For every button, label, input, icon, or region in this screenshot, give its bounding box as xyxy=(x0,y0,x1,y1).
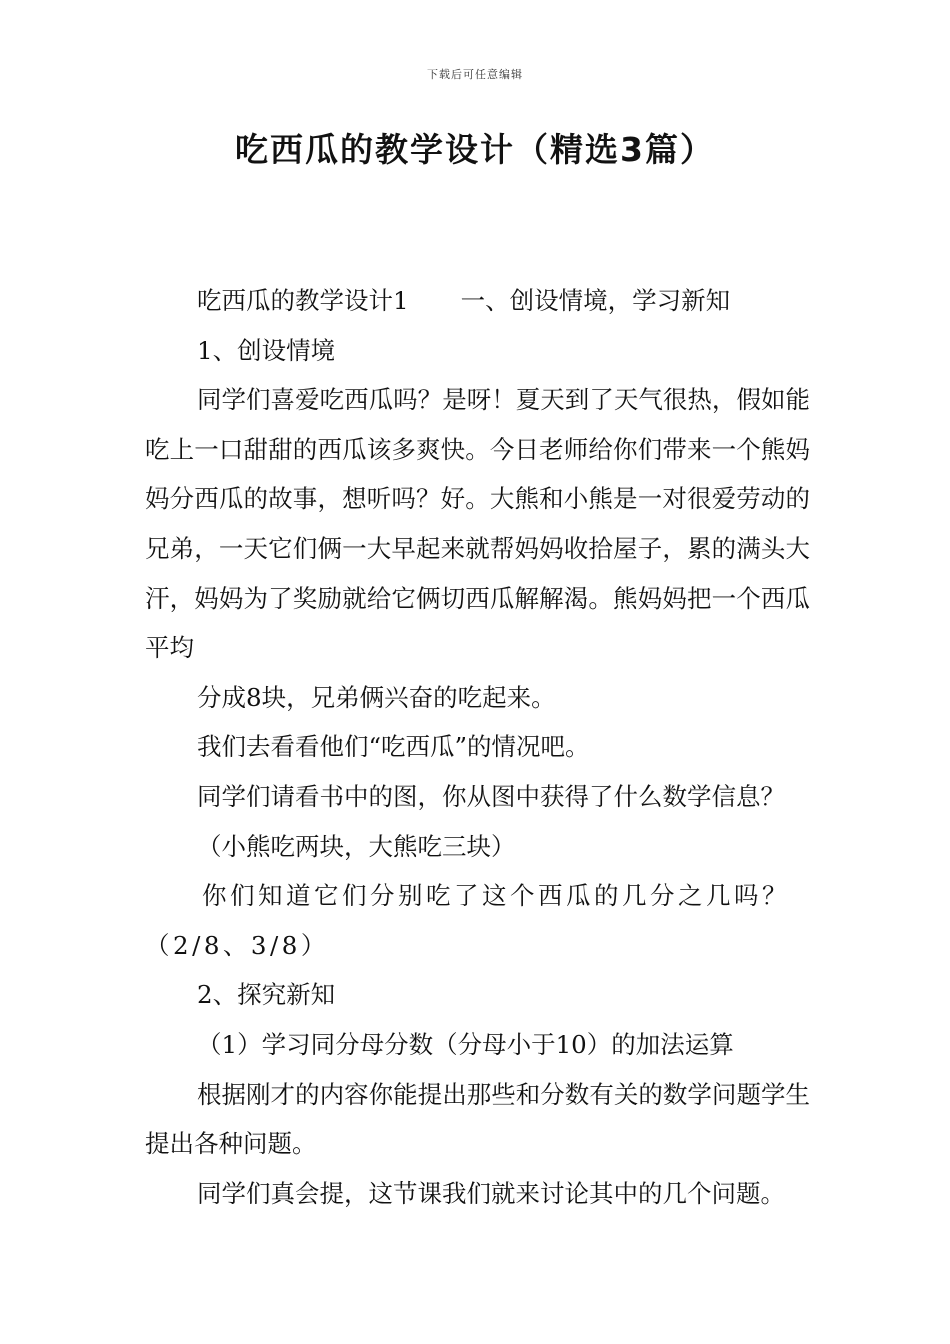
header-note: 下载后可任意编辑 xyxy=(427,68,523,81)
paragraph: 1、创设情境 xyxy=(197,335,336,365)
paragraph: 同学们喜爱吃西瓜吗？是呀！夏天到了天气很热，假如能吃上一口甜甜的西瓜该多爽快。今日老师给你们带来一个熊妈妈分西瓜的故事，想听吗？好。大熊和小熊是一对很爱劳动的兄弟，一天它们俩一大早起来就帮妈妈收拾屋子，累的满头大汗，妈妈为了奖励就给它俩切西瓜解解渴。熊妈妈把一个西瓜平均 xyxy=(145,385,810,663)
paragraph: （小熊吃两块，大熊吃三块） xyxy=(197,831,516,861)
paragraph: 你们知道它们分别吃了这个西瓜的几分之几吗？（2/8、3/8） xyxy=(145,881,790,960)
document-body xyxy=(145,276,810,1218)
subsection-title: 一、创设情境，学习新知 xyxy=(460,286,731,315)
paragraph: 根据刚才的内容你能提出那些和分数有关的数学问题学生提出各种问题。 xyxy=(145,1079,810,1159)
paragraph: 同学们真会提，这节课我们就来讨论其中的几个问题。 xyxy=(197,1178,785,1208)
paragraph: 2、探究新知 xyxy=(197,980,336,1010)
paragraph-section-heading xyxy=(145,276,810,326)
paragraph: 我们去看看他们“吃西瓜”的情况吧。 xyxy=(197,732,590,762)
paragraph: 分成8块，兄弟俩兴奋的吃起来。 xyxy=(197,682,556,712)
section-title: 吃西瓜的教学设计1 xyxy=(197,286,409,315)
paragraph: （1）学习同分母分数（分母小于10）的加法运算 xyxy=(197,1029,734,1059)
document-title: 吃西瓜的教学设计（精选3篇） xyxy=(235,130,715,169)
paragraph: 同学们请看书中的图，你从图中获得了什么数学信息？ xyxy=(197,781,785,811)
